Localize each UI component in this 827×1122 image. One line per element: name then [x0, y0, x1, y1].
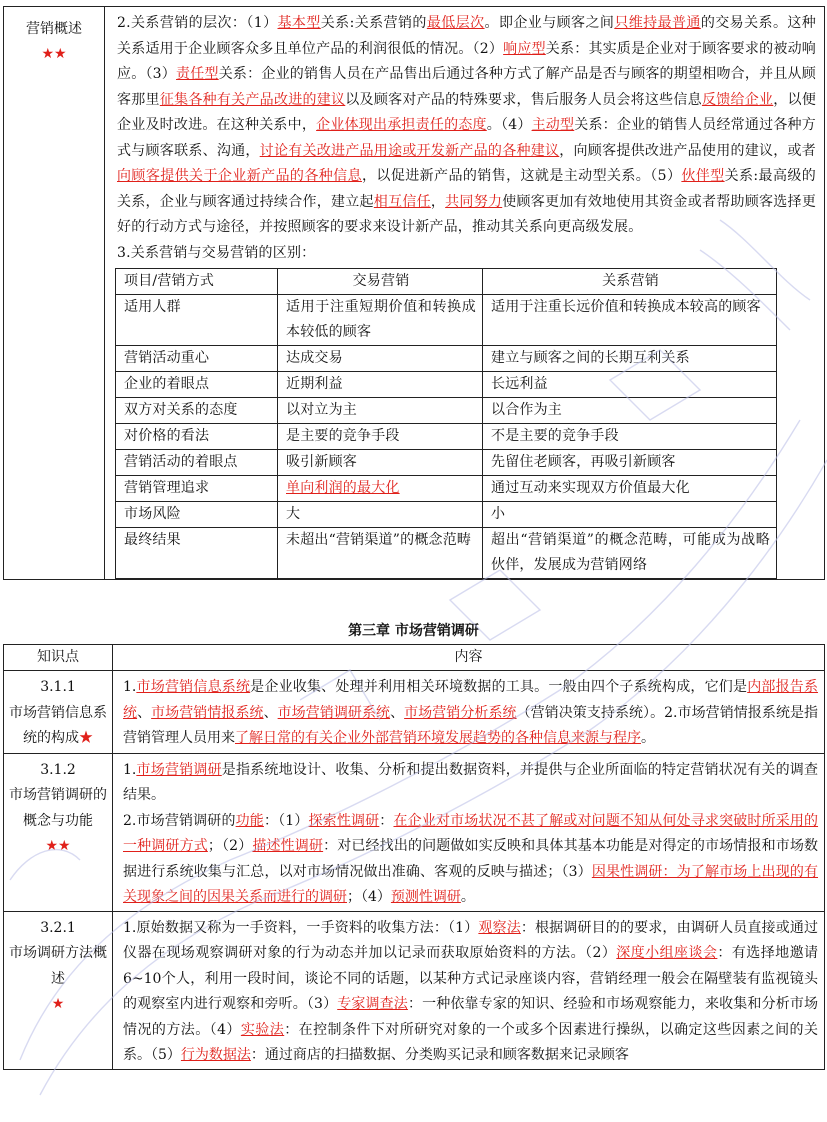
relationship-cell: 不是主要的竞争手段: [483, 424, 777, 450]
comparison-title: 3.关系营销与交易营销的区别：: [117, 244, 316, 261]
knowledge-point-number: 3.1.2: [40, 761, 76, 778]
table-row: [116, 502, 777, 528]
knowledge-point-cell: [4, 911, 113, 1069]
knowledge-point-cell: [4, 753, 113, 911]
knowledge-point-title: 市场调研方法概述: [9, 945, 107, 987]
transaction-cell: 单向利润的最大化: [278, 476, 483, 502]
relationship-cell: 建立与顾客之间的长期互利关系: [483, 346, 777, 372]
row-item: 营销管理追求: [116, 476, 278, 502]
knowledge-point-title: 市场营销调研的概念与功能: [9, 787, 107, 829]
relationship-cell: 长远利益: [483, 372, 777, 398]
transaction-cell: 是主要的竞争手段: [278, 424, 483, 450]
table-row: [116, 295, 777, 346]
content-cell: 1.原始数据又称为一手资料，一手资料的收集方法：（1）观察法：根据调研目的的要求，由调研人员直接或通过仪器在现场观察调研对象的行为动态并加以记录而获取原始资料的方法。（2）深度小组座谈会：有选择地邀请6~10个人，利用一段时间，谈论不同的话题，以某种方式记录座谈内容，营销经理一般会在隔壁装有监视镜头的观察室内进行观察和旁听。（3）专家调查法：一种依靠专家的知识、经验和市场观察能力，来收集和分析市场情况的方法。（4）实验法：在控制条件下对所研究对象的一个或多个因素进行操纵，以确定这些因素之间的关系。（5）行为数据法：通过商店的扫描数据、分类购买记录和顾客数据来记录顾客: [113, 911, 825, 1069]
overview-content-cell: [105, 7, 825, 580]
importance-stars: ★★: [45, 838, 71, 854]
table-row: [4, 671, 825, 754]
knowledge-point-table: [3, 644, 825, 1070]
transaction-cell: 近期利益: [278, 372, 483, 398]
overview-label: 营销概述: [26, 21, 82, 37]
comparison-header: 项目/营销方式: [116, 269, 278, 295]
transaction-cell: 大: [278, 502, 483, 528]
table-row: [116, 450, 777, 476]
knowledge-point-title: 市场营销信息系统的构成★: [9, 704, 107, 746]
table-row: [116, 528, 777, 579]
knowledge-point-number: 3.2.1: [40, 919, 76, 936]
transaction-cell: 吸引新顾客: [278, 450, 483, 476]
transaction-cell: 以对立为主: [278, 398, 483, 424]
row-item: 市场风险: [116, 502, 278, 528]
row-item: 企业的着眼点: [116, 372, 278, 398]
table-row: [116, 476, 777, 502]
knowledge-header: 知识点: [4, 645, 113, 671]
table-row: [116, 346, 777, 372]
importance-stars: ★★: [41, 46, 67, 62]
table-row: [116, 398, 777, 424]
content-cell: 1.市场营销信息系统是企业收集、处理并利用相关环境数据的工具。一般由四个子系统构成，它们是内部报告系统、市场营销情报系统、市场营销调研系统、市场营销分析系统（营销决策支持系统）。2.市场营销情报系统是指营销管理人员用来了解日常的有关企业外部营销环境发展趋势的各种信息来源与程序。: [113, 671, 825, 754]
comparison-header-row: [116, 269, 777, 295]
importance-stars: ★: [51, 996, 65, 1012]
knowledge-header-row: [4, 645, 825, 671]
relationship-cell: 通过互动来实现双方价值最大化: [483, 476, 777, 502]
content-header: 内容: [113, 645, 825, 671]
chapter-title: 第三章 市场营销调研: [348, 623, 479, 639]
knowledge-point-number: 3.1.1: [40, 679, 76, 695]
row-item: 营销活动的着眼点: [116, 450, 278, 476]
comparison-header: 交易营销: [278, 269, 483, 295]
row-item: 最终结果: [116, 528, 278, 579]
table-row: [116, 372, 777, 398]
knowledge-point-cell: [4, 671, 113, 754]
comparison-header: 关系营销: [483, 269, 777, 295]
relationship-cell: 超出“营销渠道”的概念范畴，可能成为战略伙伴，发展成为营销网络: [483, 528, 777, 579]
marketing-overview-table: [3, 6, 825, 580]
transaction-cell: 未超出“营销渠道”的概念范畴: [278, 528, 483, 579]
relationship-cell: 小: [483, 502, 777, 528]
table-row: [4, 911, 825, 1069]
importance-stars: ★: [79, 730, 93, 746]
relationship-cell: 以合作为主: [483, 398, 777, 424]
comparison-table: [115, 268, 777, 579]
row-item: 适用人群: [116, 295, 278, 346]
relationship-cell: 适用于注重长远价值和转换成本较高的顾客: [483, 295, 777, 346]
relationship-levels-paragraph: 2.关系营销的层次：（1）基本型关系:关系营销的最低层次。即企业与顾客之间只维持最普通的交易关系。这种关系适用于企业顾客众多且单位产品的利润很低的情况。（2）响应型关系：其实质是企业对于顾客要求的被动响应。（3）责任型关系：企业的销售人员在产品售出后通过各种方式了解产品是否与顾客的期望相吻合，并且从顾客那里征集各种有关产品改进的建议以及顾客对产品的特殊要求，售后服务人员会将这些信息反馈给企业，以便企业及时改进。在这种关系中，企业体现出承担责任的态度。（4）主动型关系：企业的销售人员经常通过各种方式与顾客联系、沟通，讨论有关改进产品用途或开发新产品的各种建议，向顾客提供改进产品使用的建议，或者向顾客提供关于企业新产品的各种信息，以促进新产品的销售，这就是主动型关系。（5）伙伴型关系:最高级的关系，企业与顾客通过持续合作，建立起相互信任，共同努力使顾客更加有效地使用其资金或者帮助顾客选择更好的行动方式与途径，并按照顾客的要求来设计新产品，推动其关系向更高级发展。: [117, 15, 817, 235]
relationship-cell: 先留住老顾客，再吸引新顾客: [483, 450, 777, 476]
overview-label-cell: [4, 7, 105, 580]
table-row: [4, 753, 825, 911]
row-item: 双方对关系的态度: [116, 398, 278, 424]
row-item: 营销活动重心: [116, 346, 278, 372]
transaction-cell: 适用于注重短期价值和转换成本较低的顾客: [278, 295, 483, 346]
transaction-cell: 达成交易: [278, 346, 483, 372]
content-cell: 1.市场营销调研是指系统地设计、收集、分析和提出数据资料，并提供与企业所面临的特定营销状况有关的调查结果。 2.市场营销调研的功能：（1）探索性调研：在企业对市场状况不甚了解或对问题不知从何处寻求突破时所采用的一种调研方式；（2）描述性调研：对已经找出的问题做如实反映和具体其基本功能是对得定的市场情报和市场数据进行系统收集与汇总，以对市场情况做出准确、客观的反映与描述；（3）因果性调研：为了解市场上出现的有关现象之间的因果关系而进行的调研；（4）预测性调研。: [113, 753, 825, 911]
table-row: [116, 424, 777, 450]
row-item: 对价格的看法: [116, 424, 278, 450]
